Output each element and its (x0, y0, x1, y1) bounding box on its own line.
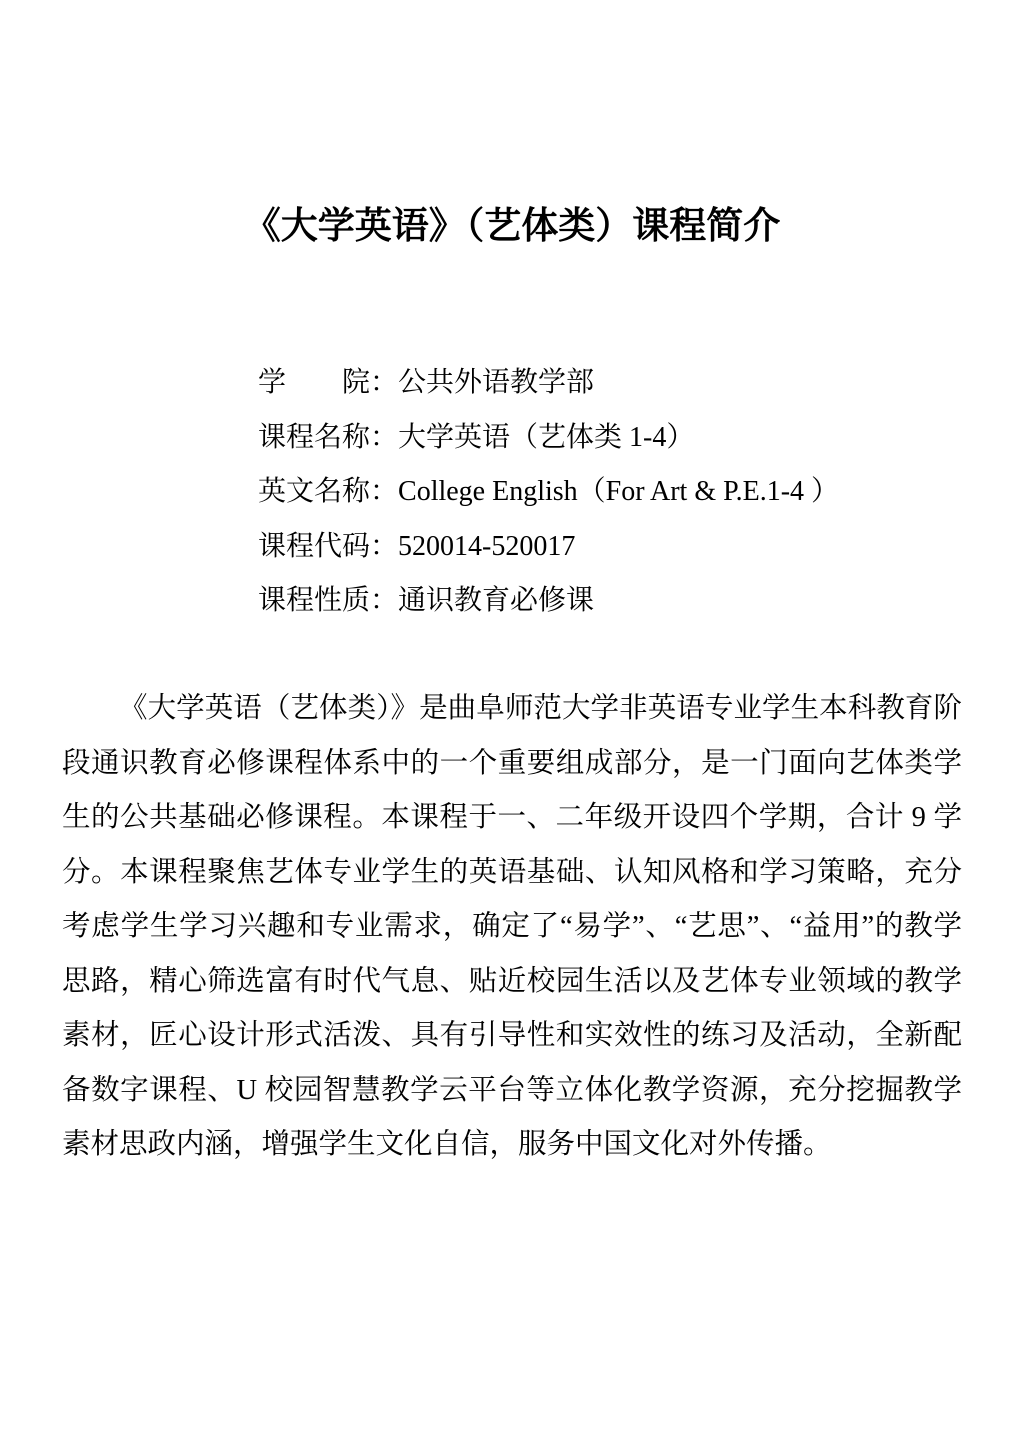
info-label-course-name: 课程名称： (258, 421, 399, 453)
info-value-english-name: College English（For Art & P.E.1-4 ） (398, 476, 840, 507)
info-value-college: 公共外语教学部 (398, 367, 595, 398)
info-value-course-name: 大学英语（艺体类 1-4） (398, 421, 695, 453)
info-value-course-type: 通识教育必修课 (398, 585, 595, 616)
info-row-english-name (258, 465, 839, 520)
info-value-course-code: 520014-520017 (398, 530, 576, 562)
page-title: 《大学英语》（艺体类）课程简介 (243, 205, 781, 246)
info-row-course-code (258, 520, 839, 575)
info-row-college (258, 356, 839, 411)
course-description-paragraph: 《大学英语（艺体类）》是曲阜师范大学非英语专业学生本科教育阶段通识教育必修课程体系中的一个重要组成部分，是一门面向艺体类学生的公共基础必修课程。本课程于一、二年级开设四个学期，合计 9 学分。本课程聚焦艺体专业学生的英语基础、认知风格和学习策略，充分考虑学生学习兴趣和专业需求，确定了“易学”、“艺思”、“益用”的教学思路，精心筛选富有时代气息、贴近校园生活以及艺体专业领域的教学素材，匠心设计形式活泼、具有引导性和实效性的练习及活动，全新配备数字课程、U 校园智慧教学云平台等立体化教学资源，充分挖掘教学素材思政内涵，增强学生文化自信，服务中国文化对外传播。 (62, 693, 962, 1160)
info-label-course-type: 课程性质： (258, 585, 399, 616)
info-label-course-code: 课程代码： (258, 530, 399, 562)
info-row-course-name (258, 411, 839, 466)
info-label-english-name: 英文名称： (258, 476, 399, 507)
course-info-block (258, 356, 839, 629)
info-label-college: 学 院： (258, 367, 399, 398)
info-row-course-type (258, 574, 839, 629)
